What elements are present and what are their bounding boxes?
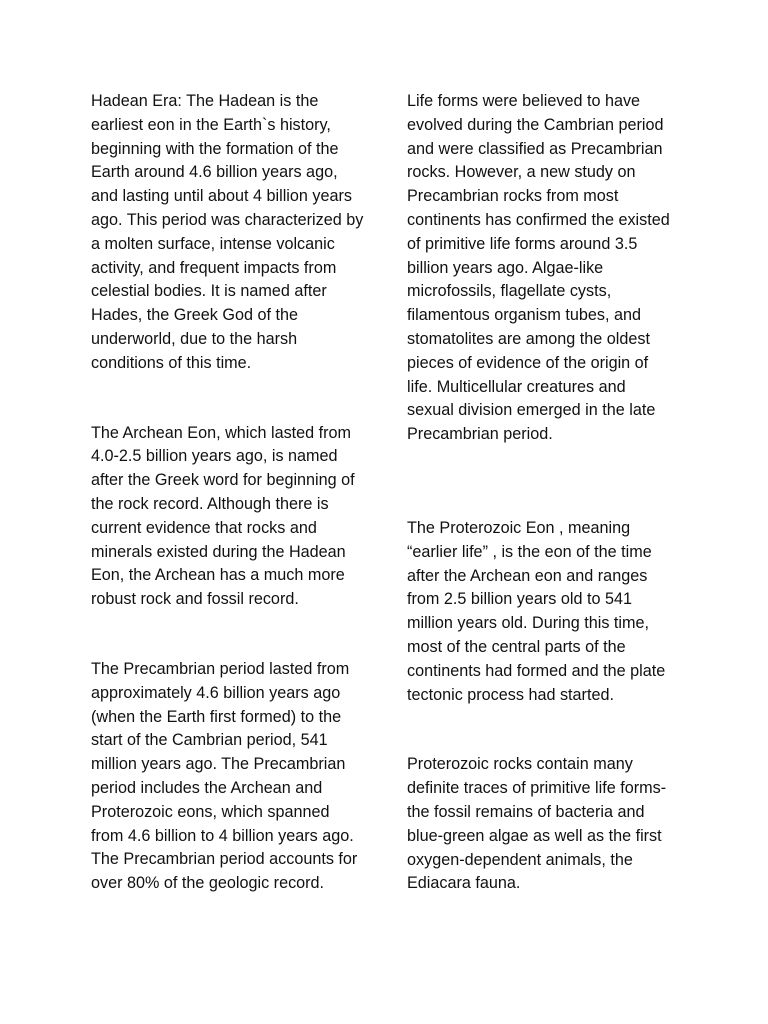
proterozoic-eon-paragraph: The Proterozoic Eon , meaning “earlier life” , is the eon of the time after the Archean eon and ranges from 2.5 billion years old to 541 million years old. During this time, most of the central parts of the continents had formed and the plate tectonic process had started. (407, 518, 666, 704)
right-column (407, 90, 685, 896)
precambrian-period-paragraph: The Precambrian period lasted from approximately 4.6 billion years ago (when the Earth first formed) to the start of the Cambrian period, 541 million years ago. The Precambrian period includes the Archean and Proterozoic eons, which spanned from 4.6 billion to 4 billion years ago. The Precambrian period accounts for over 80% of the geologic record. (91, 659, 358, 893)
left-column (91, 90, 369, 896)
paragraph-spacer (91, 376, 369, 422)
paragraph-spacer (91, 612, 369, 658)
proterozoic-rocks-paragraph: Proterozoic rocks contain many definite traces of primitive life forms- the fossil remains of bacteria and blue-green algae as well as the first oxygen-dependent animals, the Ediacara fauna. (407, 755, 667, 893)
paragraph-spacer (407, 707, 685, 753)
archean-eon-paragraph: The Archean Eon, which lasted from 4.0-2.5 billion years ago, is named after the Greek word for beginning of the rock record. Although there is current evidence that rocks and minerals existed during the Hadean Eon, the Archean has a much more robust rock and fossil record. (91, 423, 355, 609)
paragraph-spacer (407, 447, 685, 517)
hadean-era-paragraph: Hadean Era: The Hadean is the earliest eon in the Earth`s history, beginning with the formation of the Earth around 4.6 billion years ago, and lasting until about 4 billion years ago. This period was characterized by a molten surface, intense volcanic activity, and frequent impacts from celestial bodies. It is named after Hades, the Greek God of the underworld, due to the harsh conditions of this time. (91, 92, 364, 372)
early-life-forms-paragraph: Life forms were believed to have evolved during the Cambrian period and were classified as Precambrian rocks. However, a new study on Precambrian rocks from most continents has confirmed the existed of primitive life forms around 3.5 billion years ago. Algae-like microfossils, flagellate cysts, filamentous organism tubes, and stomatolites are among the oldest pieces of evidence of the origin of life. Multicellular creatures and sexual division emerged in the late Precambrian period. (407, 92, 670, 444)
